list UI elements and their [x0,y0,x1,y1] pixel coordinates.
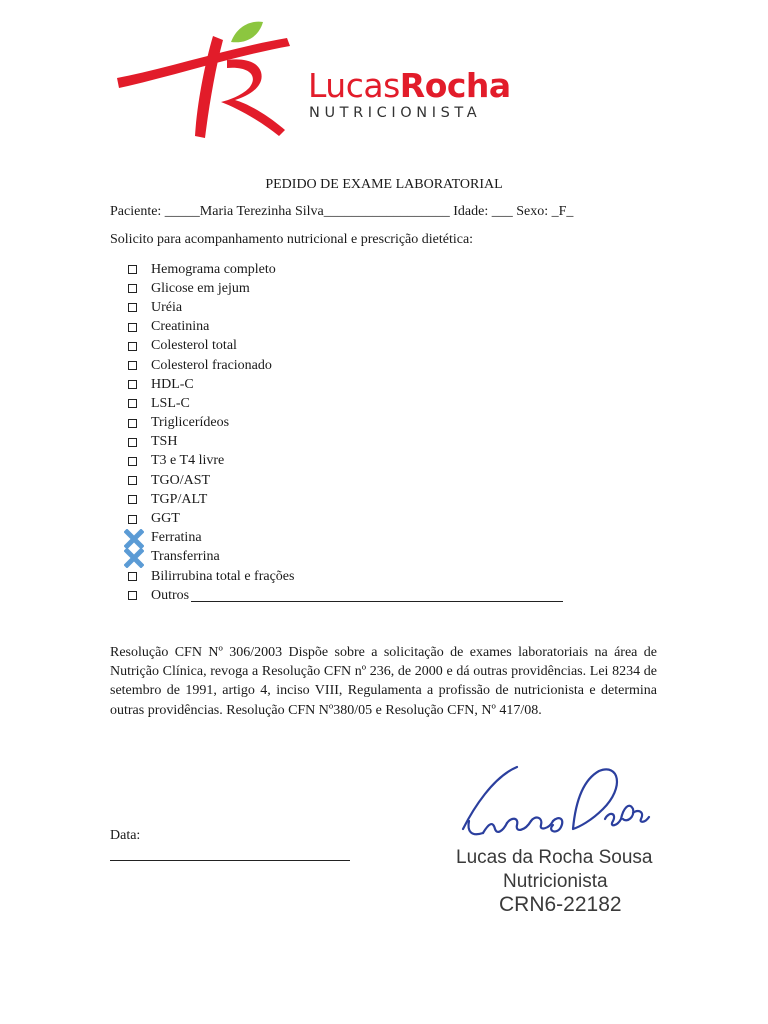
exam-label: T3 e T4 livre [151,453,225,469]
signature-stamp [449,757,656,920]
exam-label: Ferratina [151,530,202,546]
logo-lr-monogram [109,8,309,149]
checkbox-icon[interactable] [127,322,138,333]
checkbox-icon[interactable] [127,475,138,486]
exam-item [127,298,563,317]
stamp-title: Nutricionista [503,871,608,892]
exam-item [127,356,563,375]
exam-label: Triglicerídeos [151,415,230,431]
checkbox-icon[interactable] [127,437,138,448]
exam-label: HDL-C [151,376,194,392]
checkbox-icon[interactable] [127,360,138,371]
exam-item [127,433,563,452]
exam-item [127,509,563,528]
date-signature-line [110,860,350,861]
exam-label: Creatinina [151,319,210,335]
patient-line: Paciente: _____Maria Terezinha Silva__________________ Idade: ___ Sexo: _F_ [110,204,574,219]
exam-item [127,318,563,337]
brand-first-name: Lucas [308,66,400,105]
exam-item [127,337,563,356]
exam-item [127,279,563,298]
checkbox-icon[interactable] [127,590,138,601]
exam-label: GGT [151,511,180,527]
exam-list [127,260,563,605]
exam-item [127,548,563,567]
date-label: Data: [110,828,141,843]
checkbox-icon[interactable] [127,283,138,294]
exam-item [127,452,563,471]
exam-label: Outros [151,587,190,603]
exam-label: TGP/ALT [151,491,208,507]
brand-last-name: Rocha [399,66,511,105]
request-line: Solicito para acompanhamento nutricional e prescrição dietética: [110,232,474,247]
checkbox-icon[interactable] [127,379,138,390]
checkbox-icon[interactable] [127,264,138,275]
checkbox-icon[interactable] [127,456,138,467]
exam-label: TSH [151,434,178,450]
exam-label: Glicose em jejum [151,280,250,296]
stamp-name: Lucas da Rocha Sousa [456,847,653,868]
exam-label: Colesterol total [151,338,237,354]
exam-label: TGO/AST [151,472,211,488]
exam-label: LSL-C [151,395,190,411]
handwritten-signature [449,757,656,847]
brand-name [308,68,511,104]
brand-subtitle: NUTRICIONISTA [309,105,482,121]
exam-item [127,471,563,490]
other-exams-blank-line[interactable] [191,589,563,602]
stamp-registration: CRN6-22182 [499,893,622,916]
exam-label: Hemograma completo [151,261,276,277]
checked-box-icon[interactable] [127,552,138,563]
exam-label: Uréia [151,299,183,315]
exam-item [127,567,563,586]
exam-item [127,490,563,509]
exam-item [127,586,563,605]
checked-box-icon[interactable] [127,533,138,544]
checkbox-icon[interactable] [127,398,138,409]
exam-item [127,529,563,548]
exam-item [127,414,563,433]
checkbox-icon[interactable] [127,302,138,313]
exam-label: Transferrina [151,549,220,565]
clinic-logo [109,8,576,149]
exam-label: Bilirrubina total e frações [151,568,295,584]
checkbox-icon[interactable] [127,418,138,429]
checkbox-icon[interactable] [127,341,138,352]
checkbox-icon[interactable] [127,514,138,525]
exam-item [127,375,563,394]
legal-text: Resolução CFN Nº 306/2003 Dispõe sobre a solicitação de exames laboratoriais na área de Nutrição Clínica, revoga a Resolução CFN nº 236, de 2000 e dá outras providências. Lei 8234 de setembro de 1991, artigo 4, inciso VIII, Regulamenta a profissão de nutricionista e determina outras providências. Resolução CFN Nº380/05 e Resolução CFN, Nº 417/08. [110,645,657,718]
checkbox-icon[interactable] [127,494,138,505]
exam-item [127,260,563,279]
exam-item [127,394,563,413]
checkbox-icon[interactable] [127,571,138,582]
exam-label: Colesterol fracionado [151,357,272,373]
document-title: PEDIDO DE EXAME LABORATORIAL [265,177,503,192]
